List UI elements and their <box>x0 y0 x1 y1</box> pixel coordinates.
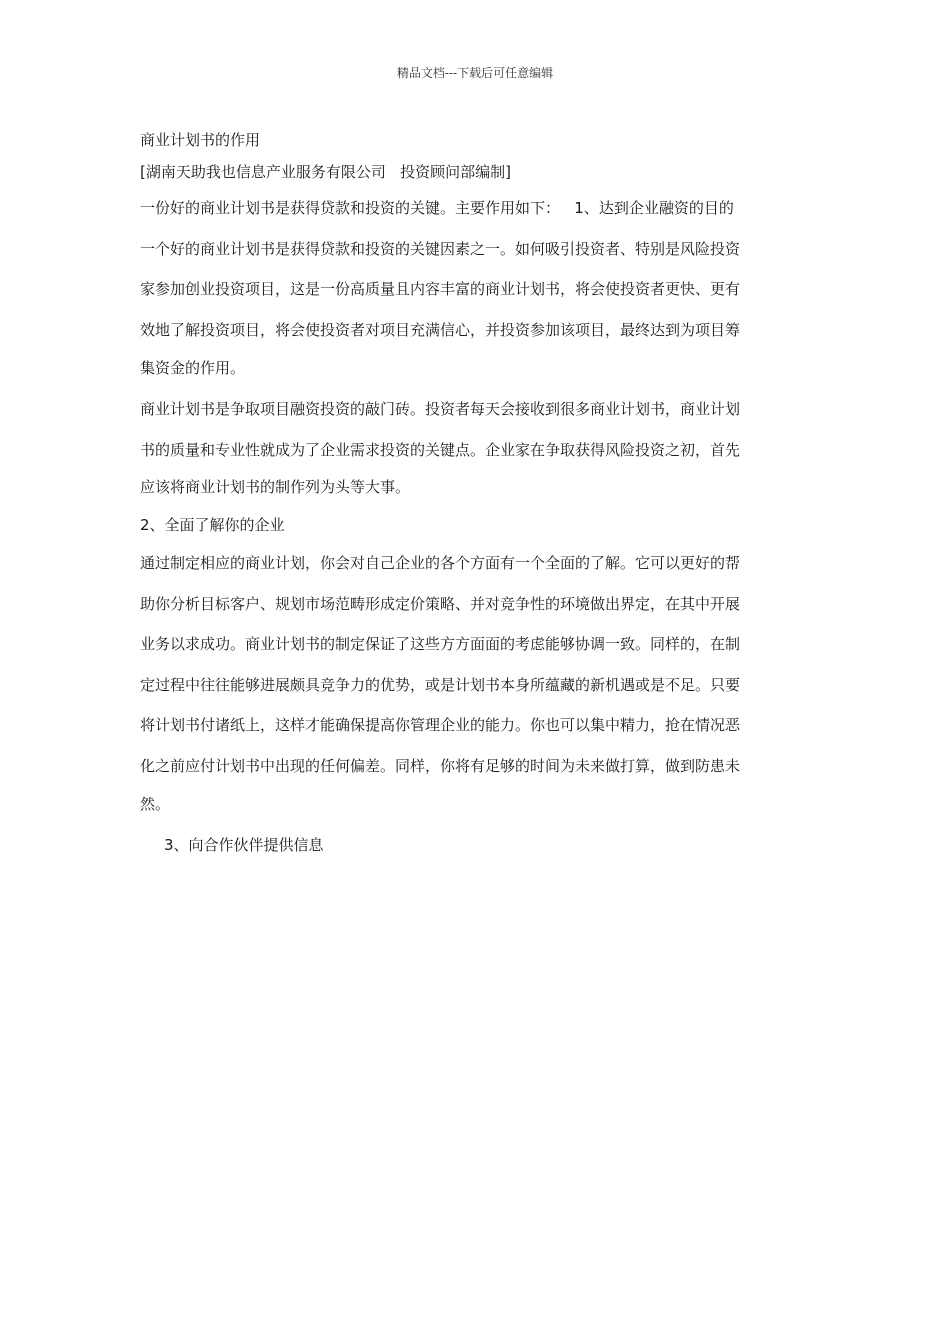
paragraph-line: 家参加创业投资项目，这是一份高质量且内容丰富的商业计划书，将会使投资者更快、更有 <box>140 280 741 298</box>
intro-paragraph <box>140 188 812 386</box>
paragraph-line: 一个好的商业计划书是获得贷款和投资的关键因素之一。如何吸引投资者、特别是风险投资 <box>140 239 741 258</box>
paragraph-line: 一份好的商业计划书是获得贷款和投资的关键。主要作用如下： 1、达到企业融资的目的 <box>140 199 734 217</box>
paragraph-line: 业务以求成功。商业计划书的制定保证了这些方方面面的考虑能够协调一致。同样的，在制 <box>140 635 741 653</box>
paragraph-line: 应该将商业计划书的制作列为头等大事。 <box>140 478 411 496</box>
section-3-heading: 3、向合作伙伴提供信息 <box>164 836 324 854</box>
section-2-heading: 2、全面了解你的企业 <box>140 516 285 534</box>
paragraph-line: 集资金的作用。 <box>140 359 246 377</box>
paragraph-line: 通过制定相应的商业计划，你会对自己企业的各个方面有一个全面的了解。它可以更好的帮 <box>140 554 741 572</box>
paragraph-line: 商业计划书是争取项目融资投资的敲门砖。投资者每天会接收到很多商业计划书，商业计划 <box>140 400 741 418</box>
paragraph-line: 效地了解投资项目，将会使投资者对项目充满信心，并投资参加该项目，最终达到为项目筹 <box>140 320 741 339</box>
paragraph-line: 书的质量和专业性就成为了企业需求投资的关键点。企业家在争取获得风险投资之初，首先 <box>140 440 741 459</box>
document-body <box>140 124 812 865</box>
paragraph-line: 然。 <box>140 795 171 813</box>
paragraph-line: 助你分析目标客户、规划市场范畴形成定价策略、并对竞争性的环境做出界定，在其中开展 <box>140 594 741 613</box>
document-byline: [湖南天助我也信息产业服务有限公司 投资顾问部编制] <box>140 163 512 181</box>
paragraph-line: 化之前应付计划书中出现的任何偏差。同样，你将有足够的时间为未来做打算，做到防患未 <box>140 756 741 775</box>
page-header: 精品文档---下载后可任意编辑 <box>396 66 554 80</box>
financing-paragraph <box>140 389 812 504</box>
document-title: 商业计划书的作用 <box>140 131 261 149</box>
paragraph-line: 将计划书付诸纸上，这样才能确保提高你管理企业的能力。你也可以集中精力，抢在情况恶 <box>140 716 741 734</box>
paragraph-line: 定过程中往往能够进展颇具竞争力的优势，或是计划书本身所蕴藏的新机遇或是不足。只要 <box>140 675 741 694</box>
section-2-paragraph <box>140 543 812 822</box>
